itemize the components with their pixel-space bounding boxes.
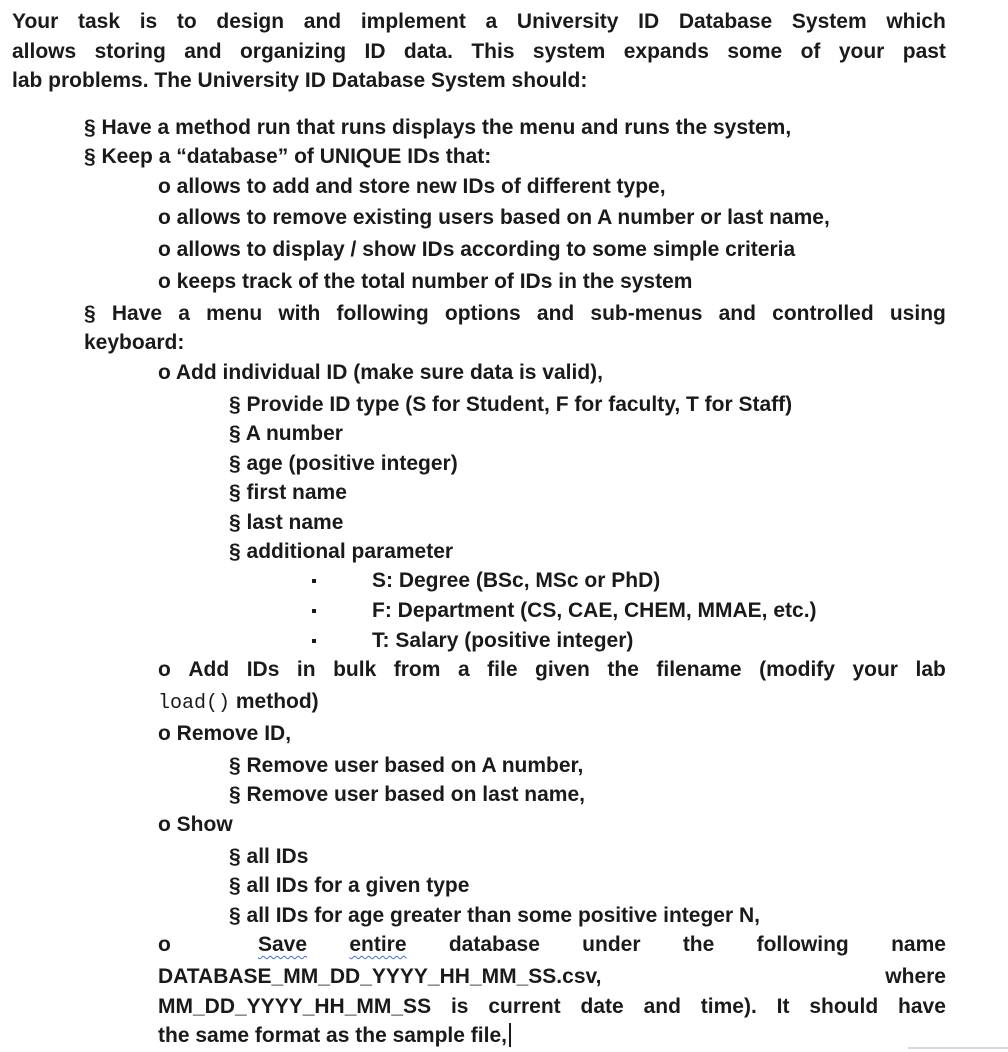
param-bullet-t [312,628,316,654]
save-line-1-word: name [891,933,946,956]
bulk-line-1-word: lab [915,658,946,681]
save-line-1-word: under [582,933,641,956]
intro-line-2-word: This [471,40,515,63]
menu-line-1-word: Have [111,302,163,325]
save-line-1-word: following [756,933,849,956]
intro-line-2-word: organizing [239,40,347,63]
intro-line-1-word: Your [12,10,59,33]
remove-by-a-number: § Remove user based on A number, [229,754,584,777]
save-line-2 [158,964,946,990]
remove-id: o Remove ID, [158,722,292,745]
save-filename: DATABASE_MM_DD_YYYY_HH_MM_SS.csv, [158,965,602,988]
save-where: where [885,965,946,988]
save-line-3-word: It [776,995,790,1018]
save-line-3-word: and [643,995,681,1018]
bulk-line-1-word: from [393,658,441,681]
param-bullet-s [312,568,316,594]
intro-line-1-word: is [139,10,158,33]
intro-line-2-word: system [532,40,606,63]
db-display: o allows to display / show IDs according to some simple criteria [158,238,796,261]
db-track: o keeps track of the total number of IDs in the system [158,270,693,293]
menu-line-1-word: using [889,302,946,325]
show-by-age: § all IDs for age greater than some positive integer N, [229,904,760,927]
add-individual-id: o Add individual ID (make sure data is valid), [158,361,603,384]
intro-line-1-word: ID [638,10,660,33]
bulk-line-1-word: IDs [246,658,280,681]
intro-line-1-word: implement [360,10,466,33]
bulk-line-1-word: o [158,658,171,681]
intro-line-2-word: some [727,40,783,63]
show: o Show [158,813,233,836]
load-method-code: load() [158,692,231,715]
text-cursor [509,1023,511,1047]
save-word: Save [258,933,308,956]
param-t: T: Salary (positive integer) [372,629,634,652]
intro-line-1-word: Database [678,10,773,33]
param-f: F: Department (CS, CAE, CHEM, MMAE, etc.) [372,599,817,622]
save-line-4 [158,1023,511,1049]
bulk-line-1-word: bulk [333,658,377,681]
intro-line-2-word: of [800,40,821,63]
menu-line-1-word: and [718,302,756,325]
bulk-line-1 [158,657,946,683]
intro-line-1-word: which [886,10,946,33]
field-age: § age (positive integer) [229,452,458,475]
show-all-ids: § all IDs [229,845,309,868]
menu-line-1-word: a [178,302,190,325]
intro-line-1-word: to [176,10,197,33]
remove-by-last-name: § Remove user based on last name, [229,783,585,806]
menu-line-2: keyboard: [84,331,185,354]
field-a-number: § A number [229,422,343,445]
field-first-name: § first name [229,481,347,504]
menu-line-1-word: and [536,302,575,325]
menu-line-1-word: options [444,302,521,325]
param-bullet-f [312,598,316,624]
menu-line-1-word: controlled [772,302,874,325]
save-line-4-text: the same format as the sample file, [158,1024,507,1047]
save-line-3-word: should [809,995,879,1018]
page-edge-divider [908,1047,1008,1049]
intro-line-1 [12,9,946,35]
bulk-line-1-word: file [487,658,518,681]
item-keep-database: § Keep a “database” of UNIQUE IDs that: [84,145,492,168]
show-by-type: § all IDs for a given type [229,874,470,897]
bulk-line-2-rest: method) [230,690,319,713]
save-line-3-word: have [898,995,946,1018]
save-line-3-word: time). [700,995,757,1018]
intro-line-1-word: a [485,10,498,33]
intro-line-3: lab problems. The University ID Database System should: [12,69,588,92]
intro-line-1-word: and [303,10,342,33]
bulk-line-1-word: given [535,658,590,681]
menu-line-1-word: § [84,302,96,325]
intro-line-2 [12,39,946,65]
save-line-3 [158,994,946,1020]
intro-line-2-word: expands [623,40,709,63]
bulk-line-1-word: a [457,658,470,681]
item-run-method: § Have a method run that runs displays the menu and runs the system, [84,116,792,139]
db-add: o allows to add and store new IDs of different type, [158,175,666,198]
intro-line-1-word: design [216,10,285,33]
save-entire-word: entire [349,933,407,956]
menu-line-1-word: sub-menus [590,302,703,325]
intro-line-2-word: storing [94,40,166,63]
menu-line-1 [84,301,946,327]
bulk-line-1-word: Add [188,658,230,681]
intro-line-2-word: allows [12,40,77,63]
save-line-3-word: MM_DD_YYYY_HH_MM_SS [158,995,432,1018]
save-line-3-word: date [580,995,624,1018]
menu-line-1-word: with [278,302,321,325]
intro-line-2-word: your [838,40,885,63]
save-bullet: o [158,933,171,956]
db-remove: o allows to remove existing users based on A number or last name, [158,206,830,229]
bulk-line-2 [158,689,319,715]
intro-line-2-word: past [902,40,946,63]
menu-line-1-word: following [336,302,429,325]
save-line-1 [258,932,946,958]
save-line-3-word: current [488,995,561,1018]
intro-line-1-word: System [791,10,867,33]
intro-line-2-word: ID [364,40,386,63]
menu-line-1-word: menu [206,302,263,325]
field-last-name: § last name [229,511,344,534]
save-line-1-word: the [682,933,715,956]
bulk-line-1-word: your [852,658,898,681]
save-line-3-word: is [450,995,469,1018]
intro-line-1-word: task [77,10,120,33]
intro-line-1-word: University [516,10,619,33]
bulk-line-1-word: the [607,658,639,681]
bulk-line-1-word: (modify [759,658,835,681]
save-line-1-word: database [448,933,540,956]
intro-line-2-word: data. [403,40,453,63]
bulk-line-1-word: filename [656,658,742,681]
intro-line-2-word: and [184,40,222,63]
bulk-line-1-word: in [296,658,316,681]
field-additional-parameter: § additional parameter [229,540,454,563]
field-id-type: § Provide ID type (S for Student, F for faculty, T for Staff) [229,393,793,416]
param-s: S: Degree (BSc, MSc or PhD) [372,569,661,592]
